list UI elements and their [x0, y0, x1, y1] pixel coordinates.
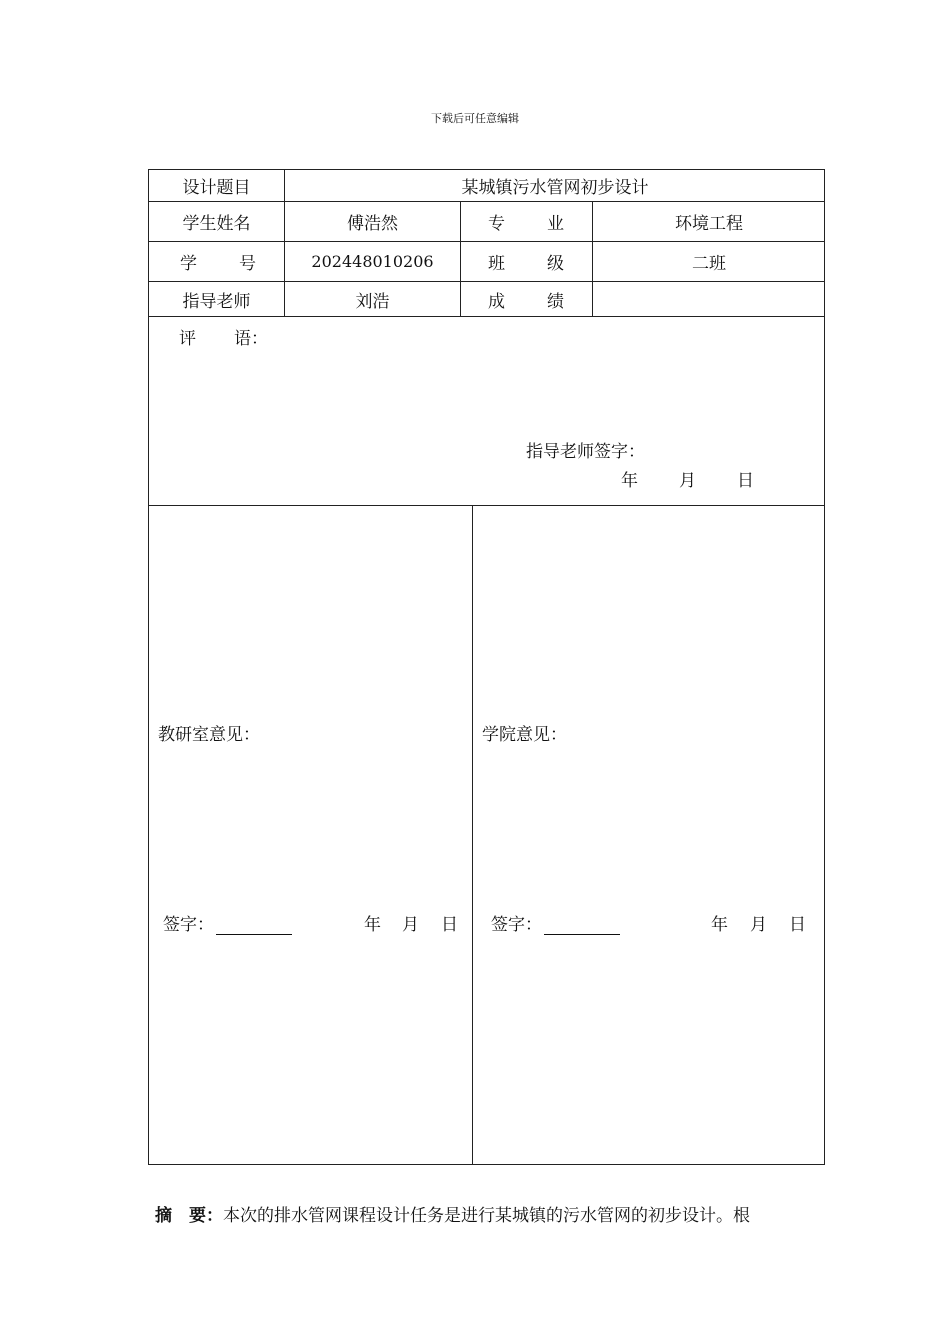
abstract-paragraph — [155, 1201, 750, 1226]
department-signature-line[interactable] — [216, 916, 292, 935]
student-id-value: 202448010206 — [311, 252, 434, 271]
department-date-year: 年 — [364, 915, 381, 935]
major-label — [488, 202, 564, 241]
abstract-label: 摘 要： — [155, 1206, 223, 1226]
abstract-text: 本次的排水管网课程设计任务是进行某城镇的污水管网的初步设计。根 — [223, 1206, 750, 1226]
major-label-char: 业 — [547, 214, 564, 234]
advisor-label: 指导老师 — [182, 291, 251, 312]
college-sign-label: 签字： — [491, 915, 542, 935]
design-topic-label: 设计题目 — [182, 178, 251, 198]
class-label-char: 班 — [488, 254, 505, 274]
design-topic-value: 某城镇污水管网初步设计 — [461, 178, 649, 198]
grade-label-char: 绩 — [547, 291, 564, 312]
student-id-label-char: 学 — [180, 254, 197, 274]
student-id-label — [180, 242, 256, 281]
class-label-char: 级 — [547, 254, 564, 274]
advisor-date-year: 年 — [621, 471, 638, 491]
advisor-date-day: 日 — [737, 471, 754, 491]
department-date-month: 月 — [402, 915, 419, 935]
row-divider — [149, 316, 824, 317]
college-date-month: 月 — [750, 915, 767, 935]
major-label-char: 专 — [488, 214, 505, 234]
student-id-label-char: 号 — [239, 254, 256, 274]
college-date-day: 日 — [789, 915, 806, 935]
student-name-value: 傅浩然 — [347, 214, 398, 234]
student-name-label: 学生姓名 — [182, 214, 251, 234]
major-value: 环境工程 — [675, 214, 743, 234]
header-note: 下载后可任意编辑 — [431, 112, 519, 125]
advisor-value: 刘浩 — [355, 291, 390, 312]
review-form-table — [148, 169, 825, 1165]
column-divider — [472, 505, 473, 1165]
comments-label-char: 评 — [179, 329, 196, 349]
grade-label — [488, 282, 564, 316]
college-signature — [491, 910, 620, 935]
college-opinion-label: 学院意见： — [482, 725, 567, 745]
class-label — [488, 242, 564, 281]
college-date-year: 年 — [711, 915, 728, 935]
row-divider — [149, 505, 824, 506]
grade-label-char: 成 — [488, 291, 505, 312]
comments-label-rest: 语： — [234, 329, 268, 349]
grade-value[interactable] — [593, 282, 825, 316]
advisor-signature-label: 指导老师签字： — [526, 442, 645, 462]
advisor-date-month: 月 — [679, 471, 696, 491]
column-divider — [460, 201, 461, 316]
department-opinion-label: 教研室意见： — [158, 725, 260, 745]
college-signature-line[interactable] — [544, 916, 620, 935]
department-date-day: 日 — [441, 915, 458, 935]
comments-label — [179, 324, 268, 349]
class-value: 二班 — [692, 254, 726, 274]
department-sign-label: 签字： — [163, 915, 214, 935]
department-signature — [163, 910, 292, 935]
